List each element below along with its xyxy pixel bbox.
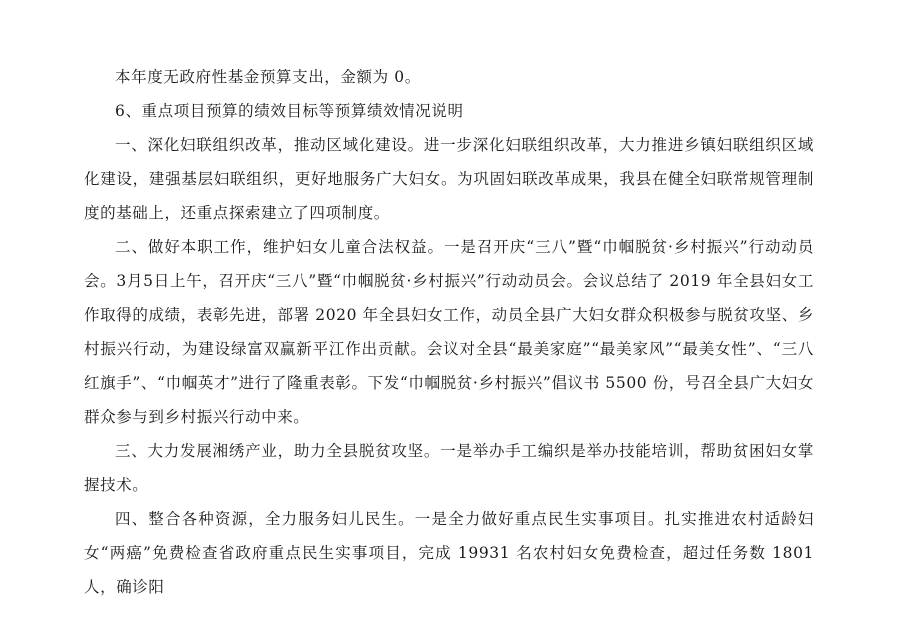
paragraph-item-four: 四、整合各种资源，全力服务妇儿民生。一是全力做好重点民生实事项目。扎实推进农村适龄妇女“两癌”免费检查省政府重点民生实事项目，完成 19931 名农村妇女免费检查，超过任务数 1801 人，确诊阳 <box>84 510 814 596</box>
paragraph-fund-expenditure: 本年度无政府性基金预算支出，金额为 0。 <box>115 68 421 86</box>
paragraph-item-two: 二、做好本职工作，维护妇女儿童合法权益。一是召开庆“三八”暨“巾帼脱贫·乡村振兴”行动动员会。3月5日上午，召开庆“三八”暨“巾帼脱贫·乡村振兴”行动动员会。会议总结了 2019 年全县妇女工作取得的成绩，表彰先进，部署 2020 年全县妇女工作，动员全县广大妇女群众积极参与脱贫攻坚、乡村振兴行动，为建设绿富双赢新平江作出贡献。会议对全县“最美家庭”“最美家风”“最美女性”、“三八红旗手”、“巾帼英才”进行了隆重表彰。下发“巾帼脱贫·乡村振兴”倡议书 5500 份，号召全县广大妇女群众参与到乡村振兴行动中来。 <box>84 238 814 426</box>
paragraph-item-three: 三、大力发展湘绣产业，助力全县脱贫攻坚。一是举办手工编织是举办技能培训，帮助贫困妇女掌握技术。 <box>84 442 814 494</box>
paragraph-item-one: 一、深化妇联组织改革，推动区域化建设。进一步深化妇联组织改革，大力推进乡镇妇联组织区域化建设，建强基层妇联组织，更好地服务广大妇女。为巩固妇联改革成果，我县在健全妇联常规管理制度的基础上，还重点探索建立了四项制度。 <box>84 136 814 222</box>
document-body <box>84 60 814 604</box>
paragraph-section-heading: 6、重点项目预算的绩效目标等预算绩效情况说明 <box>115 102 464 120</box>
